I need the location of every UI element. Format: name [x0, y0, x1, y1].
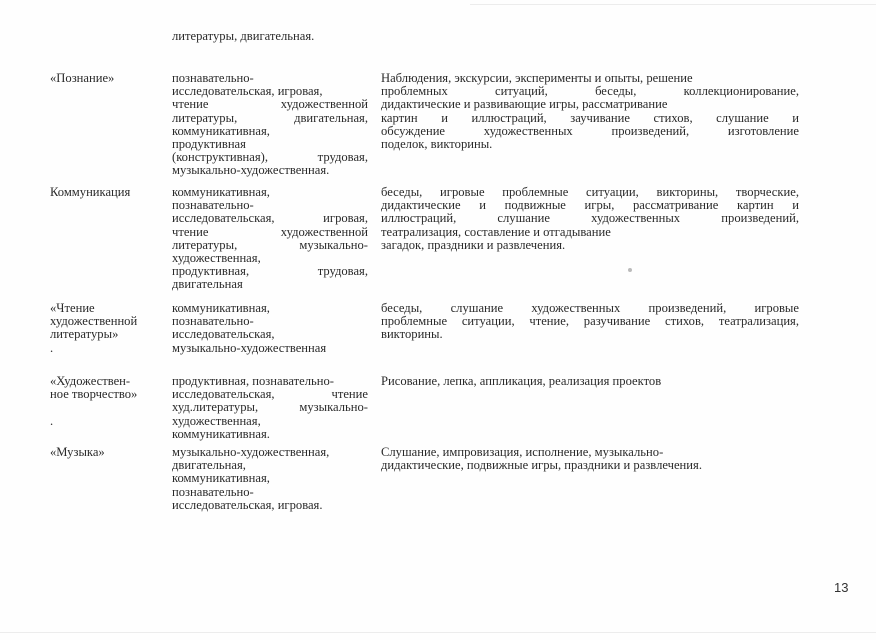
form-line: картин и иллюстраций, заучивание стихов, слушание и: [381, 110, 799, 125]
row-area-art: [50, 375, 168, 428]
activity-line: музыкально-художественная: [172, 340, 327, 355]
form-line: иллюстраций, слушание художественных произведений,: [381, 211, 799, 226]
form-line: проблемных ситуаций, беседы, коллекционирование,: [381, 84, 799, 99]
form-line: Слушание, импровизация, исполнение, музыкально-: [381, 445, 664, 459]
activity-line: исследовательская, игровая,: [172, 211, 368, 226]
row-area-communication: [50, 186, 168, 199]
activity-line: познавательно-: [172, 198, 254, 213]
activity-line: двигательная,: [172, 458, 246, 473]
activity-line: чтение художественной: [172, 97, 368, 112]
area-label: литературы»: [50, 327, 119, 342]
activity-line: музыкально-художественная,: [172, 445, 330, 459]
activity-line: (конструктивная), трудовая,: [172, 150, 368, 165]
form-line: Наблюдения, экскурсии, эксперименты и опыты, решение: [381, 71, 693, 85]
activity-line: продуктивная, познавательно-: [172, 374, 334, 388]
row-activities-music: [172, 446, 368, 512]
row-activities-communication: [172, 186, 368, 292]
row-forms-reading: [381, 302, 799, 342]
form-line: дидактические и развивающие игры, рассматривание: [381, 97, 668, 112]
row-area-music: [50, 446, 168, 459]
activity-line: музыкально-художественная.: [172, 163, 330, 178]
row-activities-cognition: [172, 72, 368, 178]
form-line: дидактические и подвижные игры, рассматривание картин и: [381, 198, 799, 213]
row-forms-music: [381, 446, 799, 472]
row-activities-art: [172, 375, 368, 441]
form-line: театрализация, составление и отгадывание: [381, 224, 611, 239]
activity-line: художественная,: [172, 413, 261, 428]
activity-line: исследовательская,: [172, 327, 275, 342]
area-label: «Художествен-: [50, 374, 131, 388]
activity-line: чтение художественной: [172, 224, 368, 239]
row-forms-art: [381, 375, 799, 388]
scan-edge-top: [470, 4, 876, 5]
activity-line: худ.литературы, музыкально-: [172, 400, 368, 415]
form-line: Рисование, лепка, аппликация, реализация проектов: [381, 374, 662, 388]
area-label: «Познание»: [50, 71, 115, 85]
form-line: дидактические, подвижные игры, праздники и развлечения.: [381, 458, 702, 473]
activity-line: продуктивная, трудовая,: [172, 264, 368, 279]
form-line: поделок, викторины.: [381, 137, 493, 152]
row-forms-communication: [381, 186, 799, 252]
area-label: [50, 401, 168, 414]
row-area-reading: [50, 302, 168, 355]
continued-text: литературы, двигательная.: [172, 29, 315, 43]
activity-line: художественная,: [172, 251, 261, 266]
area-label: ное творчество»: [50, 387, 138, 402]
activity-line: познавательно-: [172, 484, 254, 499]
activity-line: литературы, музыкально-: [172, 237, 368, 252]
activity-line: исследовательская, чтение: [172, 387, 368, 402]
page-number: 13: [834, 580, 849, 595]
area-label: художественной: [50, 314, 138, 329]
row-forms-cognition: [381, 72, 799, 151]
form-line: беседы, игровые проблемные ситуации, викторины, творческие,: [381, 185, 799, 199]
form-line: викторины.: [381, 327, 443, 342]
activity-line: коммуникативная,: [172, 123, 270, 138]
area-label: «Чтение: [50, 301, 95, 315]
scan-speck: [628, 268, 632, 272]
activity-line: исследовательская, игровая.: [172, 497, 323, 512]
row-area-cognition: [50, 72, 168, 85]
activity-line: двигательная: [172, 277, 243, 292]
form-line: проблемные ситуации, чтение, разучивание стихов, театрализация,: [381, 314, 799, 329]
activity-line: продуктивная: [172, 137, 246, 152]
activity-line: коммуникативная.: [172, 426, 270, 441]
area-label: .: [50, 340, 54, 355]
area-label: «Музыка»: [50, 445, 105, 459]
activity-line: исследовательская, игровая,: [172, 84, 323, 99]
scan-edge-bottom: [0, 632, 876, 633]
area-label: Коммуникация: [50, 185, 131, 199]
activity-line: коммуникативная,: [172, 471, 270, 486]
form-line: обсуждение художественных произведений, изготовление: [381, 123, 799, 138]
area-label: .: [50, 413, 54, 428]
form-line: беседы, слушание художественных произведений, игровые: [381, 301, 799, 315]
activity-line: познавательно-: [172, 71, 254, 85]
row-activities-reading: [172, 302, 368, 355]
activity-line: познавательно-: [172, 314, 254, 329]
form-line: загадок, праздники и развлечения.: [381, 237, 566, 252]
activity-line: литературы, двигательная,: [172, 110, 368, 125]
activity-line: коммуникативная,: [172, 301, 270, 315]
activity-line: коммуникативная,: [172, 185, 270, 199]
